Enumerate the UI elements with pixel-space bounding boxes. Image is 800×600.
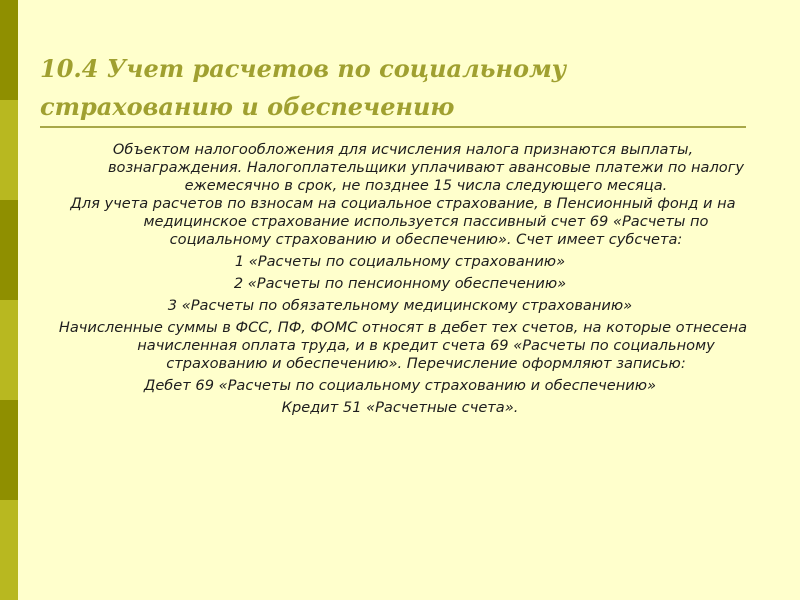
- paragraph-account-69: Для учета расчетов по взносам на социальное страхование, в Пенсионный фонд и на медицинское страхование используется пассивный счет 69 «Расчеты по социальному страхованию и обеспечению». Счет имеет субсчета:: [70, 195, 736, 248]
- subaccount-3: 3 «Расчеты по обязательному медицинскому страхованию»: [167, 297, 633, 314]
- entry-credit: Кредит 51 «Расчетные счета».: [281, 399, 519, 416]
- bar-segment: [0, 100, 18, 200]
- bar-segment: [0, 400, 18, 500]
- bar-segment: [0, 500, 18, 600]
- subaccount-1: 1 «Расчеты по социальному страхованию»: [234, 253, 566, 270]
- bar-segment: [0, 200, 18, 300]
- title-divider: [40, 126, 746, 128]
- paragraph-accrued-sums: Начисленные суммы в ФСС, ПФ, ФОМС относят в дебет тех счетов, на которые отнесена начисленная оплата труда, и в кредит счета 69 «Расчеты по социальному страхованию и обеспечению». Перечисление оформляют записью:: [58, 319, 748, 372]
- slide-body: [40, 141, 760, 417]
- subaccount-2: 2 «Расчеты по пенсионному обеспечению»: [233, 275, 567, 292]
- entry-debit: Дебет 69 «Расчеты по социальному страхованию и обеспечению»: [143, 377, 657, 394]
- bar-segment: [0, 0, 18, 100]
- slide-title: 10.4 Учет расчетов по социальному страхованию и обеспечению: [40, 54, 567, 121]
- bar-segment: [0, 300, 18, 400]
- left-decorative-bar: [0, 0, 18, 600]
- paragraph-tax-object: Объектом налогообложения для исчисления налога признаются выплаты, вознаграждения. Налогоплательщики уплачивают авансовые платежи по налогу ежемесячно в срок, не позднее 15 числа следующего месяца.: [107, 141, 745, 194]
